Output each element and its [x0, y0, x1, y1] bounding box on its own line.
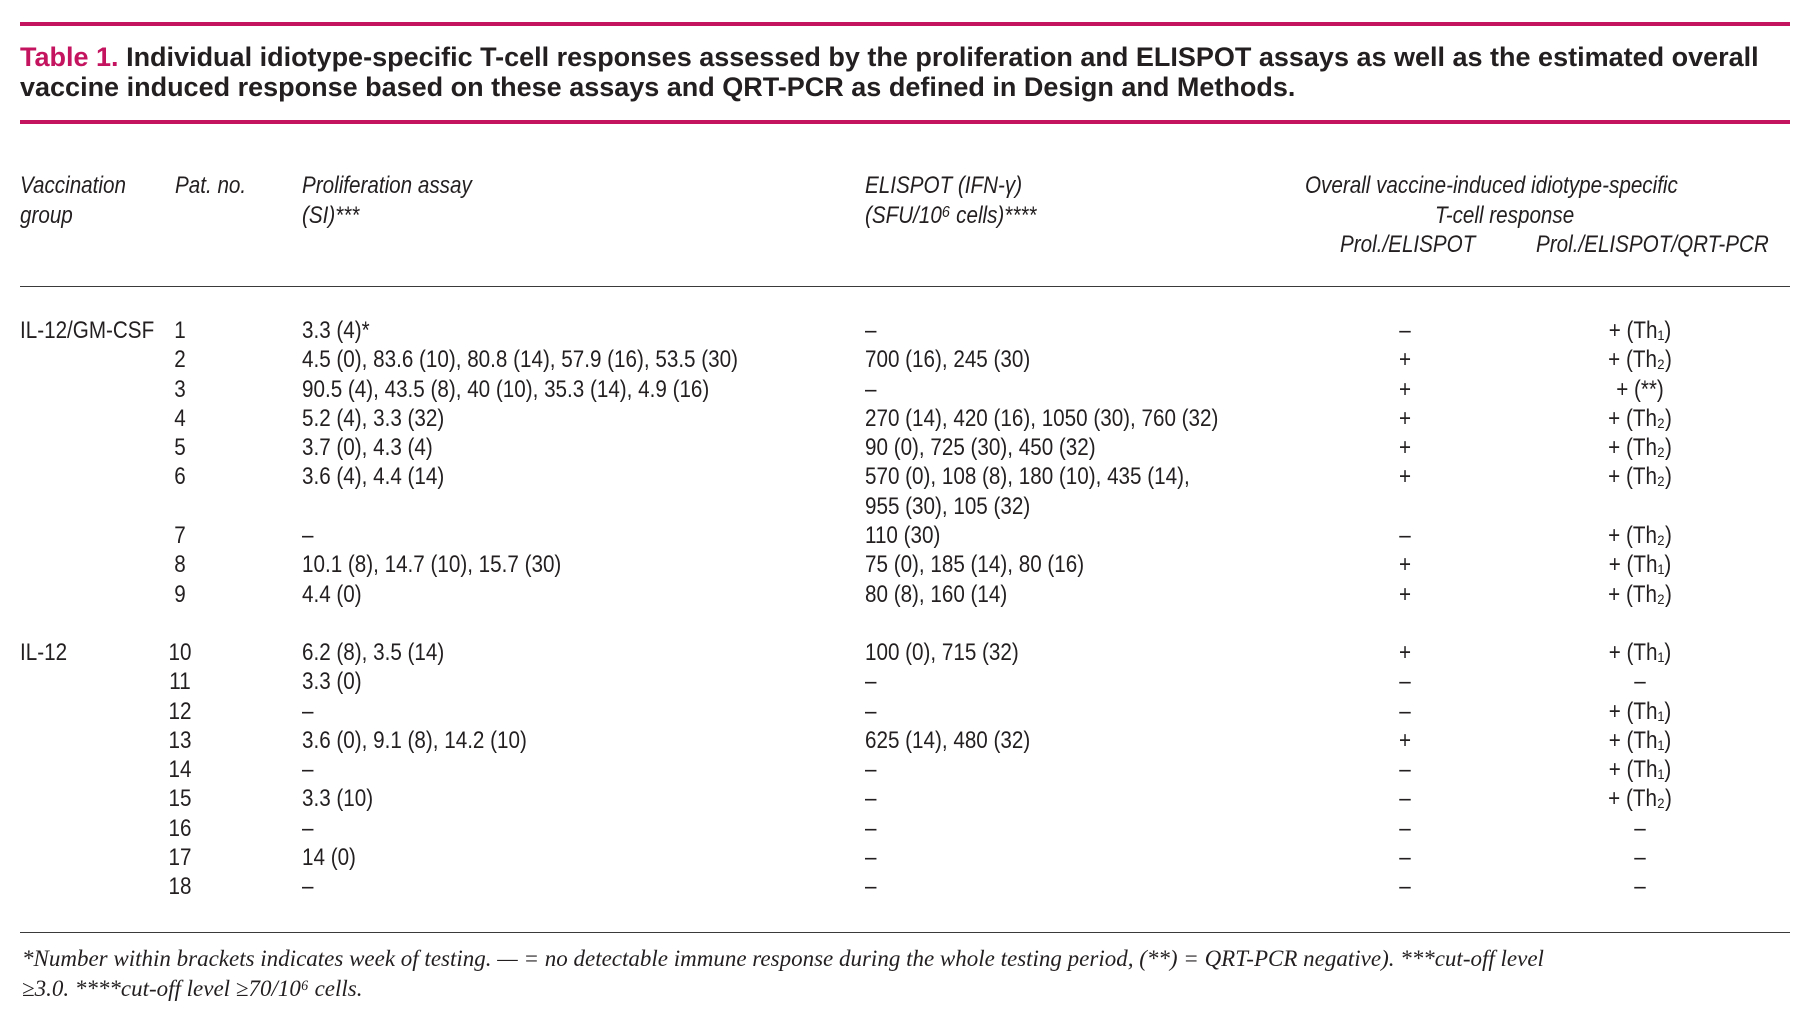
proliferation-cell: 10.1 (8), 14.7 (10), 15.7 (30) — [302, 551, 562, 579]
patient-number-cell: 4 — [174, 404, 186, 432]
patient-number-cell: 1 — [174, 317, 186, 344]
table-row — [0, 345, 1800, 374]
prol-elispot-qrt-cell: + (Th₂) — [1608, 434, 1672, 462]
proliferation-cell: 3.7 (0), 4.3 (4) — [302, 434, 433, 462]
header-pat-no: Pat. no. — [175, 172, 247, 199]
table-row — [0, 316, 1800, 345]
prol-elispot-qrt-cell: – — [1634, 873, 1646, 901]
header-overall-1: Overall vaccine-induced idiotype-specific — [1305, 172, 1678, 199]
proliferation-cell: 6.2 (8), 3.5 (14) — [302, 638, 445, 666]
proliferation-cell: 3.3 (10) — [302, 785, 374, 813]
elispot-cell: 270 (14), 420 (16), 1050 (30), 760 (32) — [865, 404, 1219, 432]
elispot-cell: 100 (0), 715 (32) — [865, 638, 1019, 666]
table-row — [0, 872, 1800, 901]
table-caption — [20, 42, 1800, 102]
prol-elispot-qrt-cell: + (Th₂) — [1608, 346, 1672, 374]
prol-elispot-cell: + — [1398, 346, 1412, 374]
patient-number-cell: 9 — [174, 580, 186, 608]
elispot-cell: – — [865, 756, 877, 784]
table-label: Table 1. — [20, 42, 119, 72]
prol-elispot-cell: + — [1398, 638, 1412, 666]
header-elispot-2: (SFU/10⁶ cells)**** — [865, 202, 1037, 229]
table-row — [0, 462, 1800, 521]
prol-elispot-cell: – — [1399, 785, 1411, 813]
elispot-cell: – — [865, 668, 877, 696]
patient-number-cell: 15 — [168, 785, 192, 813]
prol-elispot-qrt-cell: + (Th₁) — [1608, 756, 1672, 784]
proliferation-cell: 90.5 (4), 43.5 (8), 40 (10), 35.3 (14), 4.9 (16) — [302, 375, 710, 403]
patient-number-cell: 17 — [168, 844, 192, 872]
prol-elispot-qrt-cell: + (Th₂) — [1608, 785, 1672, 813]
table-row — [0, 375, 1800, 404]
table-row — [0, 638, 1800, 667]
proliferation-cell: – — [302, 756, 314, 784]
proliferation-cell: 3.3 (0) — [302, 668, 362, 696]
prol-elispot-cell: – — [1399, 522, 1411, 550]
prol-elispot-qrt-cell: + (Th₂) — [1608, 463, 1672, 491]
patient-number-cell: 14 — [168, 756, 192, 784]
patient-number-cell: 11 — [169, 668, 191, 696]
elispot-cell: 110 (30) — [865, 522, 941, 550]
proliferation-cell: 3.6 (4), 4.4 (14) — [302, 463, 445, 491]
patient-number-cell: 3 — [174, 375, 186, 403]
proliferation-cell: 14 (0) — [302, 844, 356, 872]
prol-elispot-cell: – — [1399, 814, 1411, 842]
prol-elispot-cell: + — [1398, 404, 1412, 432]
patient-number-cell: 7 — [174, 522, 186, 550]
prol-elispot-cell: – — [1399, 756, 1411, 784]
header-proliferation-2: (SI)*** — [302, 202, 360, 229]
elispot-cell: 90 (0), 725 (30), 450 (32) — [865, 434, 1096, 462]
elispot-cell: 570 (0), 108 (8), 180 (10), 435 (14), — [865, 463, 1190, 491]
table-row — [0, 433, 1800, 462]
prol-elispot-cell: + — [1398, 375, 1412, 403]
prol-elispot-cell: – — [1399, 873, 1411, 901]
header-bottom-rule — [20, 286, 1790, 287]
prol-elispot-qrt-cell: – — [1634, 814, 1646, 842]
header-prol-elispot-qrt: Prol./ELISPOT/QRT-PCR — [1536, 231, 1769, 258]
proliferation-cell: – — [302, 873, 314, 901]
prol-elispot-cell: + — [1398, 580, 1412, 608]
table-row — [0, 784, 1800, 813]
patient-number-cell: 8 — [174, 551, 186, 579]
patient-number-cell: 13 — [168, 726, 192, 754]
proliferation-cell: – — [302, 697, 314, 725]
proliferation-cell: – — [302, 522, 314, 550]
header-prol-elispot: Prol./ELISPOT — [1340, 231, 1476, 258]
elispot-cell: – — [865, 785, 877, 813]
prol-elispot-qrt-cell: – — [1634, 668, 1646, 696]
table-row — [0, 697, 1800, 726]
header-vaccination-group-2: group — [20, 202, 73, 229]
elispot-cell-continued: 955 (30), 105 (32) — [865, 492, 1031, 520]
proliferation-cell: 5.2 (4), 3.3 (32) — [302, 404, 445, 432]
elispot-cell: – — [865, 697, 877, 725]
prol-elispot-cell: + — [1398, 726, 1412, 754]
vaccination-group-cell: IL-12/GM-CSF — [20, 317, 155, 344]
elispot-cell: – — [865, 317, 877, 344]
table-footnote — [22, 944, 1782, 1004]
prol-elispot-qrt-cell: – — [1634, 844, 1646, 872]
patient-number-cell: 16 — [168, 814, 192, 842]
elispot-cell: 80 (8), 160 (14) — [865, 580, 1008, 608]
header-overall-2: T-cell response — [1435, 202, 1575, 229]
prol-elispot-cell: + — [1398, 434, 1412, 462]
patient-number-cell: 2 — [174, 346, 186, 374]
proliferation-cell: 3.6 (0), 9.1 (8), 14.2 (10) — [302, 726, 527, 754]
table-row — [0, 521, 1800, 550]
table-row — [0, 843, 1800, 872]
elispot-cell: – — [865, 814, 877, 842]
proliferation-cell: – — [302, 814, 314, 842]
table-body — [0, 316, 1800, 902]
elispot-cell: – — [865, 844, 877, 872]
table-row — [0, 580, 1800, 609]
table-row — [0, 667, 1800, 696]
footnote-line-2: ≥3.0. ****cut-off level ≥70/10⁶ cells. — [22, 976, 363, 1001]
table-row — [0, 404, 1800, 433]
header-vaccination-group-1: Vaccination — [20, 172, 126, 199]
prol-elispot-cell: – — [1399, 697, 1411, 725]
prol-elispot-qrt-cell: + (Th₁) — [1608, 317, 1672, 344]
caption-bottom-rule — [20, 120, 1790, 124]
elispot-cell: 75 (0), 185 (14), 80 (16) — [865, 551, 1085, 579]
caption-text: Individual idiotype-specific T-cell responses assessed by the proliferation and ELISPOT assays as well as the estimated overall vaccine induced response based on these assays and QRT-PCR as defined in Design and Methods. — [20, 42, 1759, 102]
top-rule — [20, 22, 1790, 26]
patient-number-cell: 18 — [168, 873, 192, 901]
elispot-cell: – — [865, 375, 877, 403]
patient-number-cell: 12 — [168, 697, 192, 725]
proliferation-cell: 4.5 (0), 83.6 (10), 80.8 (14), 57.9 (16), 53.5 (30) — [302, 346, 738, 374]
elispot-cell: 700 (16), 245 (30) — [865, 346, 1031, 374]
patient-number-cell: 5 — [174, 434, 186, 462]
table-row — [0, 726, 1800, 755]
footer-rule — [20, 932, 1790, 933]
prol-elispot-qrt-cell: + (Th₁) — [1608, 726, 1672, 754]
prol-elispot-qrt-cell: + (Th₂) — [1608, 580, 1672, 608]
prol-elispot-qrt-cell: + (**) — [1616, 375, 1664, 403]
elispot-cell: 625 (14), 480 (32) — [865, 726, 1031, 754]
proliferation-cell: 4.4 (0) — [302, 580, 362, 608]
prol-elispot-cell: – — [1399, 668, 1411, 696]
table-row — [0, 755, 1800, 784]
patient-number-cell: 10 — [168, 638, 192, 666]
prol-elispot-cell: + — [1398, 551, 1412, 579]
prol-elispot-qrt-cell: + (Th₂) — [1608, 522, 1672, 550]
prol-elispot-qrt-cell: + (Th₁) — [1608, 551, 1672, 579]
prol-elispot-qrt-cell: + (Th₂) — [1608, 404, 1672, 432]
table-row — [0, 814, 1800, 843]
table-row — [0, 550, 1800, 579]
prol-elispot-cell: + — [1398, 463, 1412, 491]
elispot-cell: – — [865, 873, 877, 901]
header-proliferation-1: Proliferation assay — [302, 172, 472, 199]
prol-elispot-cell: – — [1399, 317, 1411, 344]
header-elispot-1: ELISPOT (IFN-γ) — [865, 172, 1023, 199]
proliferation-cell: 3.3 (4)* — [302, 317, 370, 344]
footnote-line-1: *Number within brackets indicates week of testing. — = no detectable immune response during the whole testing period, (**) = QRT-PCR negative). ***cut-off level — [22, 946, 1544, 971]
vaccination-group-cell: IL-12 — [20, 638, 68, 666]
prol-elispot-qrt-cell: + (Th₁) — [1608, 697, 1672, 725]
prol-elispot-qrt-cell: + (Th₁) — [1608, 638, 1672, 666]
patient-number-cell: 6 — [174, 463, 186, 491]
prol-elispot-cell: – — [1399, 844, 1411, 872]
